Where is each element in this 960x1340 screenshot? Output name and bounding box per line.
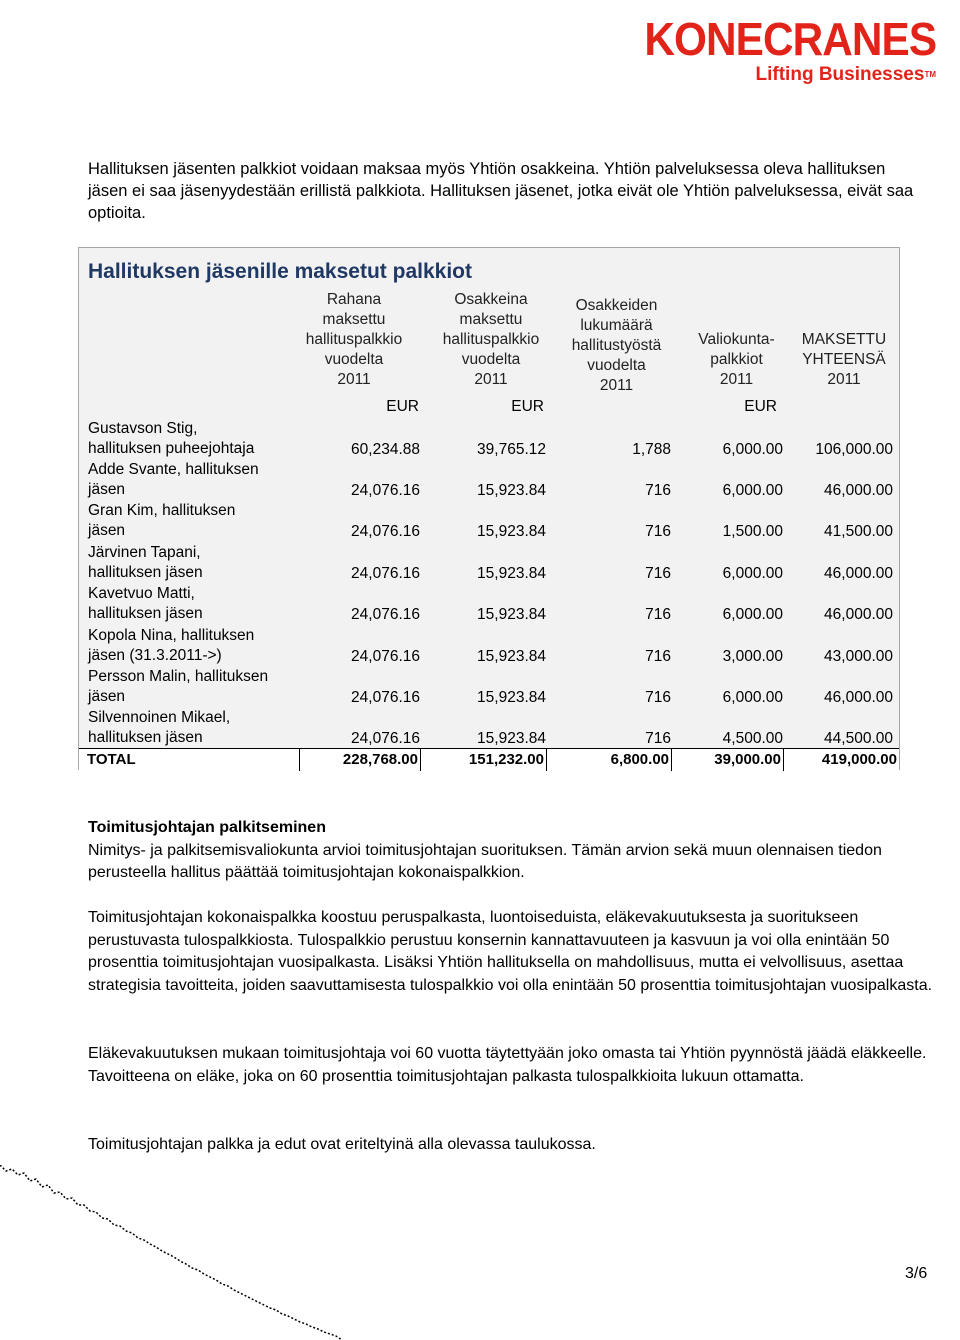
committee-fee-cell: 6,000.00 — [722, 689, 783, 706]
page-number: 3/6 — [905, 1265, 928, 1282]
total-cell: 43,000.00 — [824, 648, 893, 665]
name-line: Kopola Nina, hallituksen — [88, 627, 255, 644]
total-cash: 228,768.00 — [300, 749, 421, 771]
cash-fee-cell: 60,234.88 — [351, 441, 420, 458]
share-count-cell: 716 — [645, 606, 671, 623]
header-line: MAKSETTU — [801, 331, 887, 348]
table-row — [88, 626, 898, 668]
share-fee-cell: 15,923.84 — [477, 730, 546, 747]
header-line: palkkiot — [710, 351, 763, 368]
total-cell: 106,000.00 — [815, 441, 893, 458]
header-total-paid — [789, 330, 899, 390]
header-line: 2011 — [599, 377, 634, 394]
header-line: 2011 — [337, 371, 371, 388]
total-cell: 46,000.00 — [824, 565, 893, 582]
name-line: Kavetvuo Matti, — [88, 585, 195, 602]
name-line: Gustavson Stig, — [88, 420, 198, 437]
total-row — [79, 748, 899, 771]
section-heading: Toimitusjohtajan palkitseminen — [88, 819, 326, 836]
share-fee-cell: 15,923.84 — [477, 482, 546, 499]
total-cell: 46,000.00 — [824, 606, 893, 623]
cash-fee-cell: 24,076.16 — [351, 482, 420, 499]
name-line: jäsen — [88, 522, 126, 539]
header-line: 2011 — [827, 371, 861, 388]
header-line: hallitustyöstä — [571, 337, 662, 354]
currency-label: EUR — [386, 398, 419, 415]
logo-tagline — [756, 64, 936, 86]
share-count-cell: 716 — [645, 730, 671, 747]
name-line: hallituksen jäsen — [88, 729, 203, 746]
name-line: Persson Malin, hallituksen — [88, 668, 269, 685]
table-row — [88, 419, 898, 461]
name-line: jäsen — [88, 481, 126, 498]
committee-fee-cell: 6,000.00 — [722, 565, 783, 582]
cash-fee-cell: 24,076.16 — [351, 565, 420, 582]
share-fee-cell: 15,923.84 — [477, 689, 546, 706]
name-line: Järvinen Tapani, — [88, 544, 201, 561]
share-count-cell: 716 — [645, 523, 671, 540]
name-line: jäsen — [88, 688, 126, 705]
name-line: Adde Svante, hallituksen — [88, 461, 259, 478]
paragraph: Eläkevakuutuksen mukaan toimitusjohtaja voi 60 vuotta täytettyään joko omasta tai Yhtiön pyynnöstä jäädä eläkkeelle. Tavoitteena on eläke, joka on 60 prosenttia toimitusjohtajan palkasta tulospalkkioita lukuun ottamatta. — [88, 1045, 927, 1085]
header-line: Osakkeina — [454, 291, 528, 308]
header-line: maksettu — [459, 311, 523, 328]
name-line: hallituksen jäsen — [88, 605, 203, 622]
share-fee-cell: 15,923.84 — [477, 523, 546, 540]
paragraph: Toimitusjohtajan kokonaispalkka koostuu peruspalkasta, luontoiseduista, eläkevakuutuksesta ja suoritukseen perustuvasta tulospalkkiosta. Tulospalkkio perustuu konsernin kannattavuuteen ja kasvuun ja voi olla enintään 50 prosenttia toimitusjohtajan vuosipalkasta. Lisäksi Yhtiön hallituksella on mahdollisuus, mutta ei velvollisuus, asettaa strategisia tavoitteita, joiden saavuttamisesta tulospalkkio voi olla enintään 50 prosenttia toimitusjohtajan vuosipalkasta. — [88, 909, 933, 994]
total-share-count: 6,800.00 — [547, 749, 672, 771]
board-fees-table — [78, 247, 900, 770]
table-row — [88, 708, 898, 750]
logo-trademark: TM — [924, 70, 936, 79]
table-row — [88, 501, 898, 543]
committee-fee-cell: 1,500.00 — [722, 523, 783, 540]
cash-fee-cell: 24,076.16 — [351, 606, 420, 623]
currency-label: EUR — [744, 398, 777, 415]
name-line: Gran Kim, hallituksen — [88, 502, 236, 519]
cash-fee-cell: 24,076.16 — [351, 648, 420, 665]
share-count-cell: 716 — [645, 689, 671, 706]
table-row — [88, 584, 898, 626]
name-line: hallituksen puheejohtaja — [88, 440, 255, 457]
name-line: Silvennoinen Mikael, — [88, 709, 231, 726]
header-line: maksettu — [322, 311, 386, 328]
ceo-section — [88, 817, 938, 885]
share-count-cell: 716 — [645, 648, 671, 665]
committee-fee-cell: 6,000.00 — [722, 482, 783, 499]
header-line: 2011 — [719, 371, 754, 388]
cash-fee-cell: 24,076.16 — [351, 730, 420, 747]
committee-fee-cell: 6,000.00 — [722, 441, 783, 458]
logo-tagline-text: Lifting Businesses — [755, 64, 925, 85]
total-cell: 44,500.00 — [824, 730, 893, 747]
table-row — [88, 543, 898, 585]
share-count-cell: 1,788 — [632, 441, 671, 458]
cash-fee-cell: 24,076.16 — [351, 689, 420, 706]
header-line: vuodelta — [324, 351, 384, 368]
header-line: YHTEENSÄ — [802, 351, 886, 368]
header-cash-fee — [284, 290, 424, 390]
header-line: lukumäärä — [580, 317, 653, 334]
logo-wordmark: KONECRANES — [644, 13, 936, 65]
header-line: Rahana — [326, 291, 382, 308]
share-count-cell: 716 — [645, 565, 671, 582]
cash-fee-cell: 24,076.16 — [351, 523, 420, 540]
konecranes-logo — [576, 14, 936, 84]
table-title: Hallituksen jäsenille maksetut palkkiot — [88, 260, 472, 283]
header-share-count — [549, 296, 684, 396]
paragraph: Toimitusjohtajan palkka ja edut ovat eriteltyinä alla olevassa taulukossa. — [88, 1136, 596, 1153]
committee-fee-cell: 4,500.00 — [722, 730, 783, 747]
header-committee-fee — [679, 330, 794, 390]
total-cell: 41,500.00 — [824, 523, 893, 540]
total-cell: 46,000.00 — [824, 482, 893, 499]
total-grand: 419,000.00 — [821, 751, 897, 768]
header-line: vuodelta — [461, 351, 521, 368]
name-line: jäsen (31.3.2011->) — [88, 647, 222, 664]
committee-fee-cell: 6,000.00 — [722, 606, 783, 623]
torn-edge-decoration — [0, 1165, 960, 1340]
header-line: hallituspalkkio — [305, 331, 403, 348]
share-fee-cell: 15,923.84 — [477, 648, 546, 665]
header-share-fee — [421, 290, 561, 390]
table-row — [88, 667, 898, 709]
intro-paragraph: Hallituksen jäsenten palkkiot voidaan maksaa myös Yhtiön osakkeina. Yhtiön palveluksessa oleva hallituksen jäsen ei saa jäsenyydestään erillistä palkkiota. Hallituksen jäsenet, jotka eivät ole Yhtiön palveluksessa, eivät saa optioita. — [88, 160, 914, 222]
paragraph: Nimitys- ja palkitsemisvaliokunta arvioi toimitusjohtajan suorituksen. Tämän arvion sekä muun olennaisen tiedon perusteella hallitus päättää toimitusjohtajan kokonaispalkkion. — [88, 841, 882, 881]
header-line: Valiokunta- — [698, 331, 775, 348]
committee-fee-cell: 3,000.00 — [722, 648, 783, 665]
header-line: vuodelta — [587, 357, 646, 374]
header-line: Osakkeiden — [575, 297, 658, 314]
total-label: TOTAL — [79, 749, 300, 771]
share-fee-cell: 15,923.84 — [477, 606, 546, 623]
total-cell: 46,000.00 — [824, 689, 893, 706]
total-committee: 39,000.00 — [672, 749, 784, 771]
name-line: hallituksen jäsen — [88, 564, 203, 581]
header-line: hallituspalkkio — [442, 331, 540, 348]
total-share-fee: 151,232.00 — [421, 749, 547, 771]
share-fee-cell: 15,923.84 — [477, 565, 546, 582]
share-count-cell: 716 — [645, 482, 671, 499]
currency-label: EUR — [511, 398, 544, 415]
share-fee-cell: 39,765.12 — [477, 441, 546, 458]
header-line: 2011 — [474, 371, 508, 388]
table-row — [88, 460, 898, 502]
